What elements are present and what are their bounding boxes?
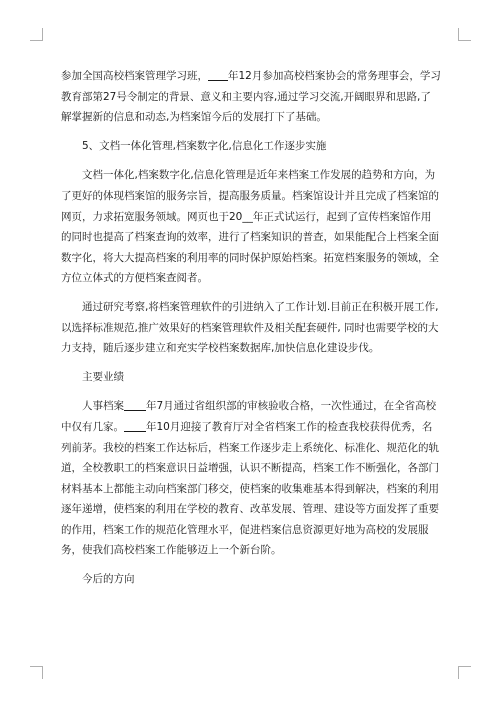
crop-mark-bottom-right: [458, 666, 471, 679]
paragraph-software: 通过研究考察,将档案管理软件的引进纳入了工作计划.目前正在积极开展工作,以选择标准规范,推广效果好的档案管理软件及相关配套硬件, 同时也需要学校的大力支持，随后逐步建立和充实学校档案数据库,加快信息化建设步伐。: [61, 300, 439, 355]
paragraph-text: 年10月迎接了教育厅对全省档案工作的检查我校获得优秀，名列前茅。我校的档案工作达标后，档案工作逐步走上系统化、标准化、规范化的轨道，全校教职工的档案意识日益增强，认识不断提高，档案工作不断强化，各部门材料基本上都能主动向档案部门移交，使档案的收集难基本得到解决，档案的利用逐年递增，使档案的利用在学校的教育、改革发展、管理、建设等方面发挥了重要的作用，档案工作的规范化管理水平，促进档案信息资源更好地为高校的发展服务，使我们高校档案工作能够迈上一个新台阶。: [61, 420, 439, 557]
paragraph-study-class: [61, 66, 441, 128]
fill-blank: [208, 68, 228, 81]
fill-blank: [124, 398, 146, 411]
section-heading-future: 今后的方向: [82, 573, 135, 586]
crop-mark-bottom-left: [30, 666, 43, 679]
section-heading-digitization: 5、文档一体化管理,档案数字化,信息化工作逐步实施: [82, 139, 327, 152]
paragraph-text: 参加全国高校档案管理学习班，: [61, 70, 208, 82]
paragraph-text: 年12月参加高校档案协会的常务理事会，学习教育部第27号令制定的背景、意义和主要内容,通过学习交流,开阔眼界和思路,了解掌握新的信息和动态,为档案馆今后的发展打下了基础。: [61, 70, 441, 124]
paragraph-text: 人事档案: [82, 400, 124, 413]
crop-mark-top-right: [458, 28, 471, 41]
paragraph-digitization: 文档一体化,档案数字化,信息化管理是近年来档案工作发展的趋势和方向，为了更好的体现档案馆的服务宗旨，提高服务质量。档案馆设计并且完成了档案馆的网页，力求拓宽服务领域。网页也于20__年正式试运行，起到了宣传档案馆作用的同时也提高了档案查询的效率，进行了档案知识的普查，如果能配合上档案全面数字化，将大大提高档案的利用率的同时保护原始档案。拓宽档案服务的领域，全方位立体式的方便档案查阅者。: [61, 169, 439, 285]
fill-blank: [124, 419, 146, 432]
document-body: [61, 66, 441, 599]
paragraph-text: 年7月通过省组织部的审核验收合格，一次性通过，在全省高校中仅有几家。: [61, 400, 437, 433]
crop-mark-top-left: [30, 28, 43, 41]
paragraph-achievements: [61, 396, 441, 561]
section-heading-achievements: 主要业绩: [82, 370, 124, 383]
